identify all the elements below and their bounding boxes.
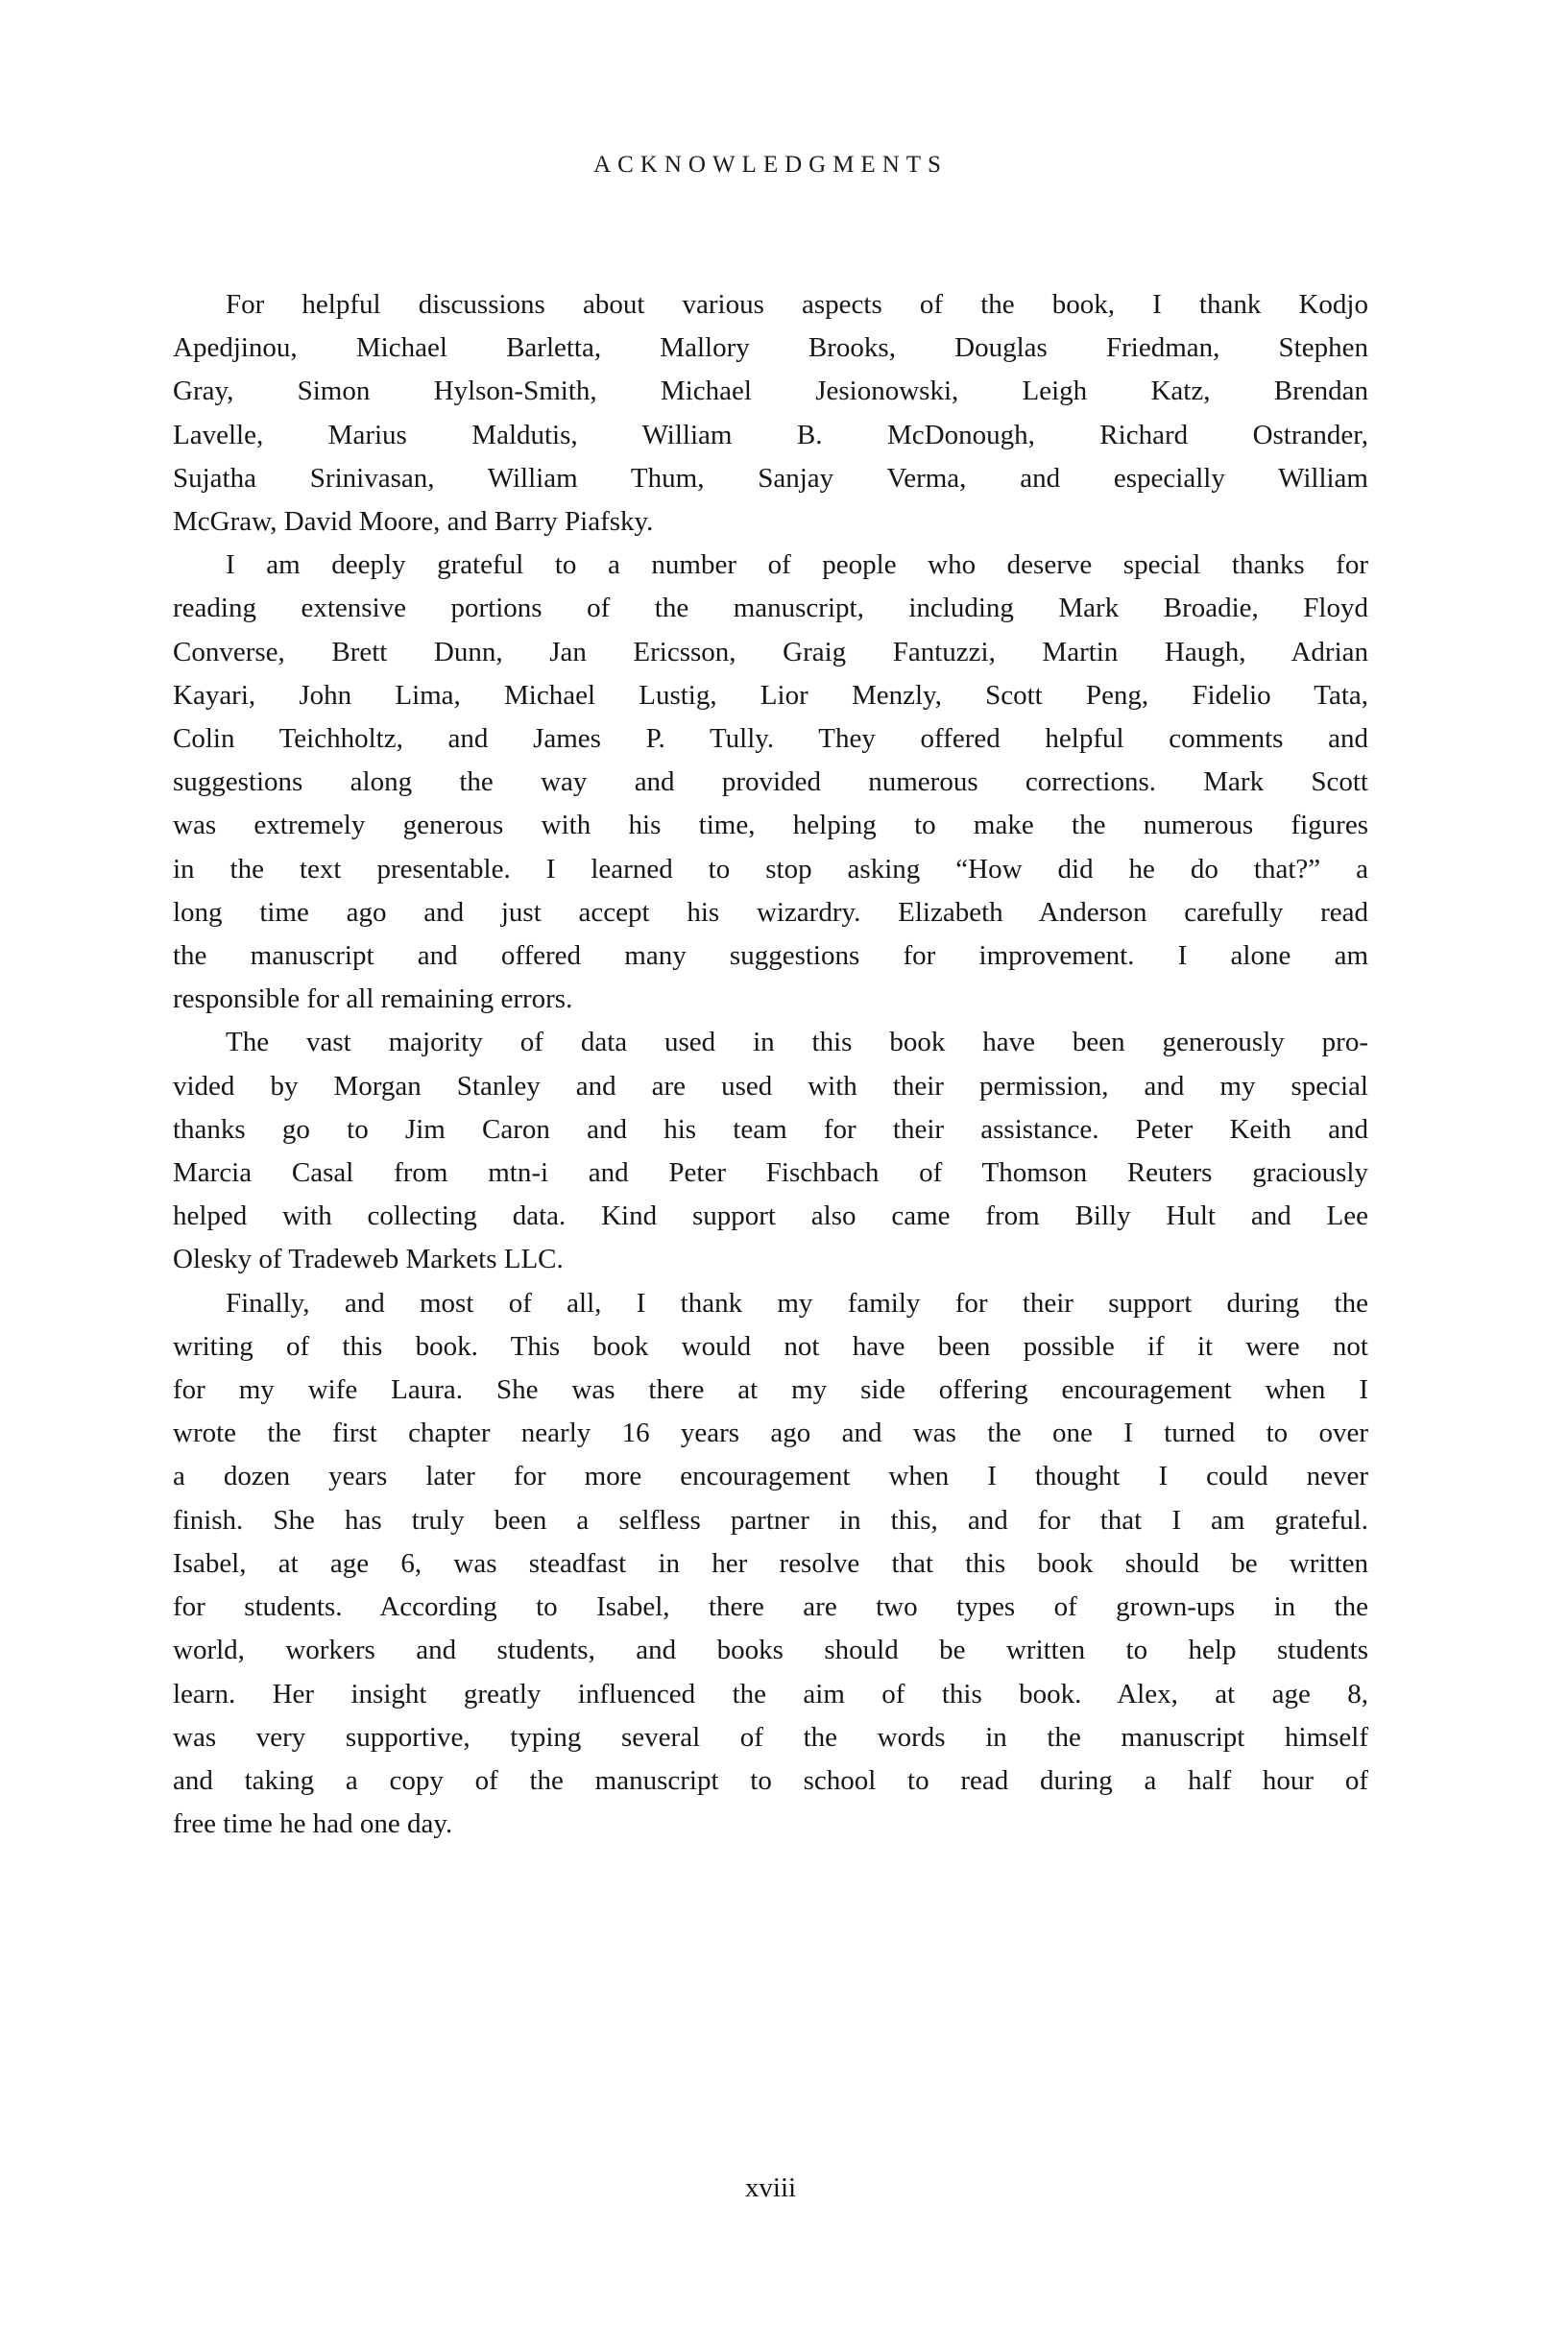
text-line: long time ago and just accept his wizardry. Elizabeth Anderson carefully read [173, 896, 1368, 928]
text-line: I am deeply grateful to a number of people who deserve special thanks for [226, 549, 1368, 581]
text-line: The vast majority of data used in this book have been generously pro- [226, 1027, 1368, 1058]
text-line: For helpful discussions about various aspects of the book, I thank Kodjo [226, 289, 1368, 320]
text-line: Converse, Brett Dunn, Jan Ericsson, Graig Fantuzzi, Martin Haugh, Adrian [173, 636, 1368, 667]
page-number: xviii [744, 2172, 797, 2203]
text-line: Kayari, John Lima, Michael Lustig, Lior Menzly, Scott Peng, Fidelio Tata, [173, 679, 1368, 711]
text-line: in the text presentable. I learned to stop asking “How did he do that?” a [173, 853, 1368, 885]
page-header: ACKNOWLEDGMENTS [593, 152, 948, 178]
text-line: the manuscript and offered many suggestions for improvement. I alone am [173, 940, 1368, 972]
text-line: helped with collecting data. Kind support also came from Billy Hult and Lee [173, 1200, 1368, 1232]
text-line: finish. She has truly been a selfless partner in this, and for that I am grateful. [173, 1504, 1368, 1536]
text-line: Gray, Simon Hylson-Smith, Michael Jesionowski, Leigh Katz, Brendan [173, 376, 1368, 407]
text-line: Lavelle, Marius Maldutis, William B. McDonough, Richard Ostrander, [173, 419, 1368, 450]
text-line: wrote the first chapter nearly 16 years ago and was the one I turned to over [173, 1418, 1368, 1449]
text-line: for my wife Laura. She was there at my side offering encouragement when I [173, 1374, 1368, 1406]
text-line: thanks go to Jim Caron and his team for their assistance. Peter Keith and [173, 1113, 1368, 1145]
paragraph [173, 1282, 1368, 1847]
text-line: responsible for all remaining errors. [173, 983, 573, 1015]
text-line: a dozen years later for more encouragement when I thought I could never [173, 1461, 1368, 1492]
text-line: reading extensive portions of the manuscript, including Mark Broadie, Floyd [173, 593, 1368, 624]
text-line: vided by Morgan Stanley and are used with their permission, and my special [173, 1070, 1368, 1102]
text-line: Olesky of Tradeweb Markets LLC. [173, 1244, 564, 1275]
text-line: McGraw, David Moore, and Barry Piafsky. [173, 506, 654, 538]
text-line: Marcia Casal from mtn-i and Peter Fischbach of Thomson Reuters graciously [173, 1157, 1368, 1189]
body-text [173, 283, 1368, 1846]
text-line: for students. According to Isabel, there are two types of grown-ups in the [173, 1591, 1368, 1623]
text-line: suggestions along the way and provided numerous corrections. Mark Scott [173, 766, 1368, 798]
paragraph [173, 544, 1368, 1021]
text-line: Apedjinou, Michael Barletta, Mallory Brooks, Douglas Friedman, Stephen [173, 332, 1368, 364]
text-line: free time he had one day. [173, 1808, 453, 1840]
paragraph [173, 283, 1368, 544]
text-line: was very supportive, typing several of the words in the manuscript himself [173, 1721, 1368, 1753]
text-line: Colin Teichholtz, and James P. Tully. They offered helpful comments and [173, 723, 1368, 755]
text-line: world, workers and students, and books should be written to help students [173, 1635, 1368, 1666]
text-line: learn. Her insight greatly influenced the aim of this book. Alex, at age 8, [173, 1678, 1368, 1709]
text-line: was extremely generous with his time, helping to make the numerous figures [173, 810, 1368, 841]
text-line: Finally, and most of all, I thank my family for their support during the [226, 1287, 1368, 1319]
text-line: writing of this book. This book would not have been possible if it were not [173, 1330, 1368, 1362]
text-line: Isabel, at age 6, was steadfast in her resolve that this book should be written [173, 1547, 1368, 1579]
paragraph [173, 1021, 1368, 1281]
text-line: and taking a copy of the manuscript to school to read during a half hour of [173, 1764, 1368, 1796]
text-line: Sujatha Srinivasan, William Thum, Sanjay Verma, and especially William [173, 462, 1368, 494]
